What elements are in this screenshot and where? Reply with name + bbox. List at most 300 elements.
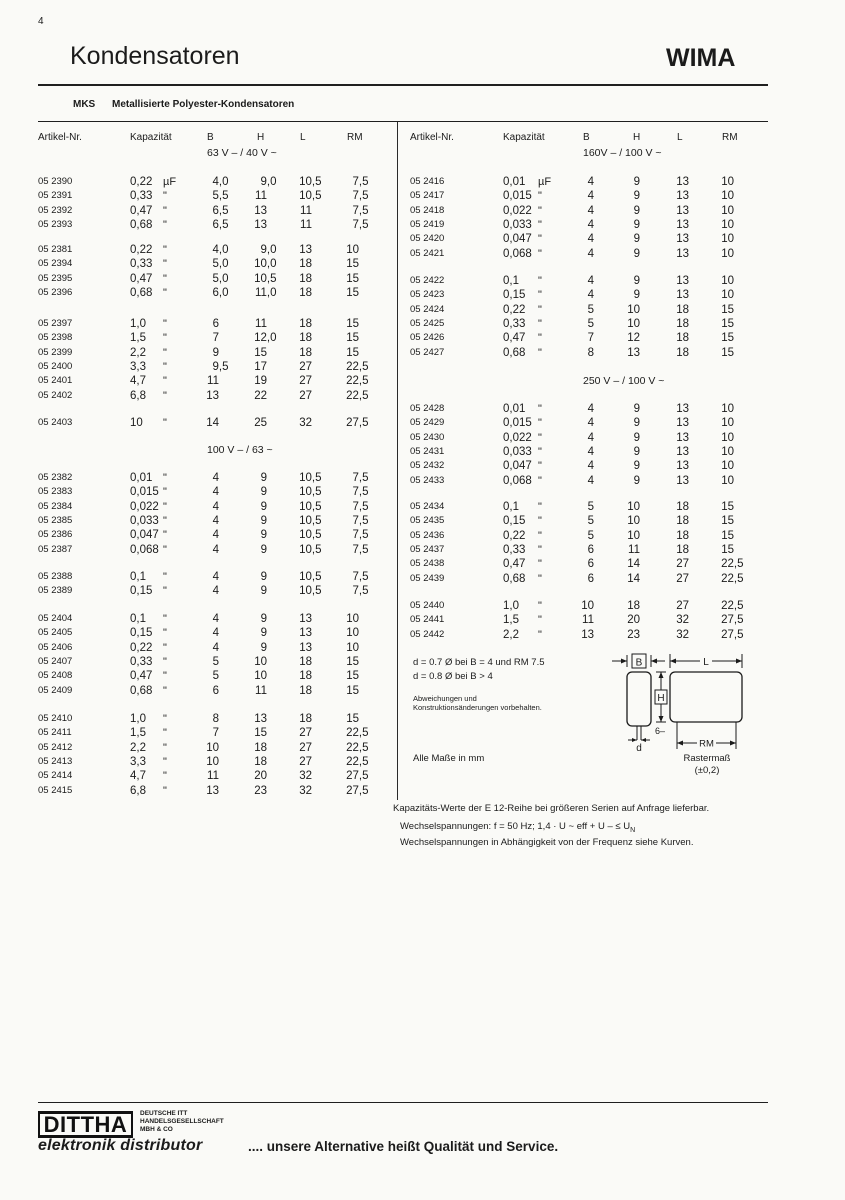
article-number: 05 2426 xyxy=(410,332,445,344)
dim-h: 14 xyxy=(627,558,640,571)
article-number: 05 2393 xyxy=(38,219,73,231)
article-number: 05 2413 xyxy=(38,756,73,768)
dim-h: 9 xyxy=(633,247,640,260)
capacitance-unit: " xyxy=(538,247,542,260)
article-number: 05 2400 xyxy=(38,361,73,373)
article-number: 05 2432 xyxy=(410,460,445,472)
dim-b: 13 xyxy=(581,628,594,641)
capacitance-unit: " xyxy=(538,544,542,557)
dim-h: 9 xyxy=(633,289,640,302)
capacitance-value: 0,68 xyxy=(503,346,526,359)
dim-b: 13 xyxy=(206,389,219,402)
capacitance-unit: " xyxy=(538,501,542,513)
dim-rm: 15 xyxy=(346,670,359,683)
dim-h: 9 xyxy=(633,417,640,430)
dim-l: 13 xyxy=(676,446,689,459)
dim-rm: 7,5 xyxy=(352,219,369,232)
article-number: 05 2406 xyxy=(38,641,73,653)
capacitance-value: 0,022 xyxy=(130,500,159,513)
dim-rm: 27,5 xyxy=(721,614,744,627)
dim-h: 9 xyxy=(633,219,640,232)
column-header-l: L xyxy=(677,132,683,143)
capacitance-value: 0,33 xyxy=(130,656,153,669)
column-header-capacitance: Kapazität xyxy=(130,132,172,143)
capacitance-unit: " xyxy=(163,770,167,783)
capacitance-unit: " xyxy=(538,275,542,287)
dim-l: 13 xyxy=(299,641,312,654)
capacitance-unit: " xyxy=(163,543,167,556)
capacitance-unit: " xyxy=(163,389,167,402)
dim-b: 4 xyxy=(212,585,219,598)
capacitance-value: 0,47 xyxy=(503,332,526,345)
dim-h: 9 xyxy=(260,529,267,542)
capacitance-value: 1,5 xyxy=(130,332,146,345)
dim-l: 18 xyxy=(299,272,312,285)
dim-l: 27 xyxy=(299,727,312,740)
capacitance-value: 0,15 xyxy=(503,289,526,302)
dim-h: 10 xyxy=(627,318,640,331)
article-number: 05 2387 xyxy=(38,543,73,555)
dim-l: 18 xyxy=(299,287,312,300)
article-number: 05 2389 xyxy=(38,585,73,597)
capacitance-value: 0,047 xyxy=(503,460,532,473)
capacitance-unit: " xyxy=(538,346,542,359)
capacitance-unit: " xyxy=(163,472,167,484)
article-number: 05 2395 xyxy=(38,272,73,284)
dim-h: 9 xyxy=(260,486,267,499)
dim-b: 4 xyxy=(587,204,594,217)
units-note: Alle Maße in mm xyxy=(413,753,485,764)
article-number: 05 2439 xyxy=(410,572,445,584)
capacitance-value: 0,22 xyxy=(503,529,526,542)
article-number: 05 2417 xyxy=(410,190,445,202)
dim-l: 32 xyxy=(676,614,689,627)
capacitance-unit: " xyxy=(538,614,542,627)
dim-b: 4 xyxy=(587,219,594,232)
dim-l: 10,5 xyxy=(299,486,322,499)
dim-rm: 7,5 xyxy=(352,543,369,556)
column-header-h: H xyxy=(257,132,265,143)
dim-b: 11 xyxy=(582,614,594,627)
dim-rm: 10 xyxy=(721,417,734,430)
dim-l: 27 xyxy=(299,361,312,374)
capacitance-value: 0,68 xyxy=(130,287,153,300)
capacitance-unit: " xyxy=(163,613,167,625)
dim-h: 9 xyxy=(260,515,267,528)
dim-h: 10 xyxy=(627,515,640,528)
capacitance-value: 0,47 xyxy=(130,670,153,683)
dim-rm: 15 xyxy=(346,713,359,725)
capacitance-unit: " xyxy=(538,332,542,345)
column-header-l: L xyxy=(300,132,306,143)
column-header-rm: RM xyxy=(347,132,363,143)
dim-l: 13 xyxy=(676,204,689,217)
capacitance-unit: " xyxy=(538,303,542,316)
dim-rm: 7,5 xyxy=(352,472,369,484)
article-number: 05 2441 xyxy=(410,614,445,626)
dim-l: 13 xyxy=(676,219,689,232)
diagram-label-tolerance: (±0,2) xyxy=(694,765,720,776)
capacitance-value: 1,0 xyxy=(130,318,146,330)
dim-b: 4,0 xyxy=(212,244,229,256)
dim-l: 18 xyxy=(299,670,312,683)
capacitance-value: 2,2 xyxy=(503,628,519,641)
article-number: 05 2407 xyxy=(38,656,73,668)
capacitance-unit: " xyxy=(163,219,167,232)
article-number: 05 2396 xyxy=(38,287,73,299)
dim-l: 18 xyxy=(676,544,689,557)
capacitance-unit: " xyxy=(163,190,167,203)
dim-l: 10,5 xyxy=(299,571,322,583)
capacitance-unit: " xyxy=(538,628,542,641)
article-number: 05 2438 xyxy=(410,558,445,570)
dim-h: 18 xyxy=(254,756,267,769)
capacitance-value: 0,022 xyxy=(503,204,532,217)
article-number: 05 2436 xyxy=(410,529,445,541)
dim-b: 6 xyxy=(587,558,594,571)
dim-l: 18 xyxy=(676,332,689,345)
dim-b: 5 xyxy=(212,670,219,683)
article-number: 05 2410 xyxy=(38,713,73,724)
dim-l: 18 xyxy=(299,684,312,697)
footer-rule xyxy=(38,1102,768,1103)
capacitance-value: 0,68 xyxy=(130,684,153,697)
dim-b: 8 xyxy=(212,713,219,725)
dim-h: 11 xyxy=(628,544,640,557)
dim-l: 18 xyxy=(676,346,689,359)
capacitance-unit: " xyxy=(163,318,167,330)
dim-h: 9 xyxy=(260,641,267,654)
article-number: 05 2420 xyxy=(410,233,445,245)
dim-b: 5,0 xyxy=(212,258,229,271)
dim-h: 20 xyxy=(254,770,267,783)
dim-h: 9 xyxy=(260,585,267,598)
dim-l: 18 xyxy=(676,318,689,331)
dim-b: 10 xyxy=(206,741,219,754)
dim-rm: 10 xyxy=(346,641,359,654)
capacitance-unit: " xyxy=(163,571,167,583)
column-header-rm: RM xyxy=(722,132,738,143)
capacitance-value: 0,022 xyxy=(503,431,532,444)
dim-b: 5 xyxy=(587,303,594,316)
capacitance-unit: " xyxy=(163,417,167,429)
dim-l: 18 xyxy=(299,318,312,330)
dim-h: 10 xyxy=(254,670,267,683)
capacitance-value: 1,0 xyxy=(503,600,519,612)
dim-b: 4 xyxy=(587,190,594,203)
column-header-capacitance: Kapazität xyxy=(503,132,545,143)
column-divider xyxy=(397,122,398,800)
dim-rm: 15 xyxy=(721,346,734,359)
dim-l: 13 xyxy=(299,244,312,256)
dim-rm: 10 xyxy=(721,190,734,203)
dim-rm: 10 xyxy=(721,474,734,487)
dim-h: 22 xyxy=(254,389,267,402)
capacitance-value: 0,047 xyxy=(130,529,159,542)
diagram-label-b: B xyxy=(635,657,643,669)
dim-h: 13 xyxy=(254,713,267,725)
dim-b: 14 xyxy=(206,417,219,429)
capacitance-value: 0,33 xyxy=(130,258,153,271)
capacitance-value: 0,47 xyxy=(130,204,153,217)
capacitance-unit: " xyxy=(538,219,542,232)
column-header-h: H xyxy=(633,132,641,143)
capacitance-value: 0,068 xyxy=(130,543,159,556)
dim-rm: 15 xyxy=(721,544,734,557)
article-number: 05 2422 xyxy=(410,275,445,286)
dim-l: 27 xyxy=(299,756,312,769)
dim-h: 10,0 xyxy=(254,258,277,271)
capacitance-value: 1,5 xyxy=(503,614,519,627)
dim-b: 4 xyxy=(587,289,594,302)
slogan: .... unsere Alternative heißt Qualität und Service. xyxy=(248,1139,559,1154)
dim-rm: 7,5 xyxy=(352,585,369,598)
capacitance-unit: " xyxy=(538,460,542,473)
dim-h: 17 xyxy=(254,361,267,374)
dim-rm: 15 xyxy=(721,515,734,528)
dim-l: 27 xyxy=(299,375,312,388)
dim-h: 11 xyxy=(255,190,267,203)
company-line: HANDELSGESELLSCHAFT xyxy=(140,1118,224,1125)
dim-b: 4 xyxy=(587,233,594,246)
dim-rm: 7,5 xyxy=(352,176,369,188)
ac-frequency-note: Wechselspannungen in Abhängigkeit von der Frequenz siehe Kurven. xyxy=(400,837,694,848)
dim-rm: 10 xyxy=(721,247,734,260)
dim-b: 9,5 xyxy=(212,361,229,374)
article-number: 05 2392 xyxy=(38,204,73,216)
dim-h: 14 xyxy=(627,572,640,585)
dim-l: 13 xyxy=(676,233,689,246)
dim-h: 9 xyxy=(260,500,267,513)
capacitance-unit: " xyxy=(163,346,167,359)
dim-l: 13 xyxy=(676,176,689,188)
dim-h: 9 xyxy=(633,460,640,473)
article-number: 05 2429 xyxy=(410,417,445,429)
dim-b: 7 xyxy=(212,727,219,740)
capacitance-unit: " xyxy=(538,204,542,217)
dim-rm: 22,5 xyxy=(721,600,744,612)
capacitance-unit: " xyxy=(538,190,542,203)
page-title: Kondensatoren xyxy=(70,42,240,70)
dim-h: 13 xyxy=(627,346,640,359)
dim-l: 10,5 xyxy=(299,190,322,203)
column-header-b: B xyxy=(583,132,590,143)
capacitance-value: 4,7 xyxy=(130,770,146,783)
article-number: 05 2427 xyxy=(410,346,445,358)
capacitance-unit: " xyxy=(163,500,167,513)
dim-rm: 10 xyxy=(721,431,734,444)
dim-l: 13 xyxy=(676,417,689,430)
dim-b: 10 xyxy=(581,600,594,612)
dim-l: 13 xyxy=(299,627,312,640)
capacitance-unit: " xyxy=(163,727,167,740)
dim-rm: 15 xyxy=(346,656,359,669)
dim-b: 4 xyxy=(587,446,594,459)
dim-h: 20 xyxy=(627,614,640,627)
voltage-rating-label: 160V – / 100 V ~ xyxy=(583,147,662,159)
article-number: 05 2399 xyxy=(38,346,73,358)
article-number: 05 2425 xyxy=(410,318,445,330)
capacitance-unit: " xyxy=(538,558,542,571)
article-number: 05 2386 xyxy=(38,529,73,541)
column-header-b: B xyxy=(207,132,214,143)
dim-b: 5 xyxy=(587,515,594,528)
lead-diameter-note: d = 0.8 Ø bei B > 4 xyxy=(413,671,493,682)
article-number: 05 2383 xyxy=(38,486,73,498)
dim-rm: 27,5 xyxy=(346,417,369,429)
dim-h: 25 xyxy=(254,417,267,429)
dim-b: 6 xyxy=(212,318,219,330)
capacitance-value: 0,015 xyxy=(130,486,159,499)
column-header-article: Artikel-Nr. xyxy=(38,132,82,143)
dim-rm: 22,5 xyxy=(346,375,369,388)
series-rule xyxy=(38,121,768,122)
capacitance-value: 3,3 xyxy=(130,361,146,374)
dim-b: 4 xyxy=(587,460,594,473)
article-number: 05 2408 xyxy=(38,670,73,682)
capacitance-value: 0,22 xyxy=(503,303,526,316)
capacitance-value: 4,7 xyxy=(130,375,146,388)
dim-rm: 15 xyxy=(346,272,359,285)
article-number: 05 2398 xyxy=(38,332,73,344)
dim-b: 6 xyxy=(212,684,219,697)
dim-rm: 10 xyxy=(346,244,359,256)
dim-l: 18 xyxy=(676,501,689,513)
article-number: 05 2434 xyxy=(410,501,445,512)
dim-l: 18 xyxy=(676,515,689,528)
capacitance-unit: " xyxy=(538,318,542,331)
dim-b: 4 xyxy=(587,403,594,415)
dim-rm: 15 xyxy=(346,346,359,359)
dim-b: 6,0 xyxy=(212,287,229,300)
reservation-note: Konstruktionsänderungen vorbehalten. xyxy=(413,703,542,712)
capacitance-unit: " xyxy=(538,600,542,612)
capacitance-value: 6,8 xyxy=(130,389,146,402)
capacitance-value: 0,068 xyxy=(503,474,532,487)
dim-b: 4 xyxy=(212,529,219,542)
dim-rm: 27,5 xyxy=(346,770,369,783)
dim-b: 5 xyxy=(587,318,594,331)
capacitance-unit: µF xyxy=(538,176,552,188)
dim-rm: 10 xyxy=(721,233,734,246)
series-code: MKS xyxy=(73,99,96,110)
dim-l: 10,5 xyxy=(299,543,322,556)
article-number: 05 2424 xyxy=(410,303,445,315)
article-number: 05 2418 xyxy=(410,204,445,216)
article-number: 05 2403 xyxy=(38,417,73,428)
article-number: 05 2440 xyxy=(410,600,445,611)
capacitance-unit: " xyxy=(163,756,167,769)
dim-l: 13 xyxy=(676,247,689,260)
capacitance-value: 0,1 xyxy=(503,501,519,513)
dim-l: 13 xyxy=(676,460,689,473)
article-number: 05 2402 xyxy=(38,389,73,401)
capacitance-unit: " xyxy=(163,585,167,598)
dim-rm: 10 xyxy=(346,613,359,625)
dim-h: 9 xyxy=(633,474,640,487)
dim-h: 10 xyxy=(627,529,640,542)
dim-l: 27 xyxy=(676,600,689,612)
dim-rm: 15 xyxy=(721,303,734,316)
brand-logo: WIMA xyxy=(666,44,736,72)
dim-l: 10,5 xyxy=(299,529,322,542)
company-line: MBH & CO xyxy=(140,1126,173,1133)
capacitance-unit: " xyxy=(163,287,167,300)
dim-l: 18 xyxy=(299,332,312,345)
dim-l: 27 xyxy=(676,572,689,585)
ac-voltage-note xyxy=(400,820,635,837)
dim-h: 9 xyxy=(633,233,640,246)
article-number: 05 2390 xyxy=(38,176,73,187)
dim-h: 19 xyxy=(254,375,267,388)
dim-h: 15 xyxy=(254,727,267,740)
article-number: 05 2401 xyxy=(38,375,73,387)
dim-rm: 10 xyxy=(721,204,734,217)
capacitance-unit: " xyxy=(163,627,167,640)
dim-h: 11,0 xyxy=(254,287,277,300)
capacitance-value: 2,2 xyxy=(130,346,146,359)
capacitance-unit: " xyxy=(163,361,167,374)
capacitance-value: 0,15 xyxy=(130,585,153,598)
dim-b: 5 xyxy=(587,501,594,513)
dim-b: 6 xyxy=(587,544,594,557)
dittha-logo: DITTHA xyxy=(38,1111,133,1138)
dim-h: 9 xyxy=(260,472,267,484)
dim-l: 32 xyxy=(299,784,312,797)
dim-rm: 15 xyxy=(721,501,734,513)
dim-rm: 10 xyxy=(721,219,734,232)
dim-l: 32 xyxy=(299,770,312,783)
article-number: 05 2382 xyxy=(38,472,73,483)
capacitance-value: 0,68 xyxy=(130,219,153,232)
dim-b: 4 xyxy=(587,431,594,444)
capacitance-value: 0,1 xyxy=(130,613,146,625)
dim-h: 12,0 xyxy=(254,332,277,345)
capacitance-value: 0,22 xyxy=(130,641,153,654)
dim-b: 4 xyxy=(212,500,219,513)
capacitance-value: 0,033 xyxy=(130,515,159,528)
capacitance-value: 0,1 xyxy=(503,275,519,287)
capacitance-value: 0,015 xyxy=(503,417,532,430)
article-number: 05 2409 xyxy=(38,684,73,696)
dim-l: 13 xyxy=(676,190,689,203)
article-number: 05 2391 xyxy=(38,190,73,202)
diagram-label-h: H xyxy=(657,693,665,704)
article-number: 05 2385 xyxy=(38,515,73,527)
dim-l: 13 xyxy=(299,613,312,625)
dim-h: 9 xyxy=(633,431,640,444)
article-number: 05 2433 xyxy=(410,474,445,486)
dim-l: 18 xyxy=(299,258,312,271)
dim-h: 11 xyxy=(255,684,267,697)
dim-rm: 22,5 xyxy=(346,756,369,769)
dim-rm: 15 xyxy=(346,287,359,300)
dim-h: 9 xyxy=(633,275,640,287)
capacitance-unit: " xyxy=(163,332,167,345)
dim-b: 4,0 xyxy=(212,176,229,188)
dim-h: 23 xyxy=(627,628,640,641)
capacitance-value: 0,47 xyxy=(130,272,153,285)
dim-l: 32 xyxy=(299,417,312,429)
capacitance-unit: " xyxy=(538,474,542,487)
capacitance-unit: " xyxy=(538,515,542,528)
series-name: Metallisierte Polyester-Kondensatoren xyxy=(112,99,295,110)
dim-l: 13 xyxy=(676,275,689,287)
article-number: 05 2411 xyxy=(38,727,72,739)
dim-b: 4 xyxy=(587,176,594,188)
voltage-rating-label: 63 V – / 40 V ~ xyxy=(207,147,277,159)
dim-h: 9,0 xyxy=(260,244,277,256)
